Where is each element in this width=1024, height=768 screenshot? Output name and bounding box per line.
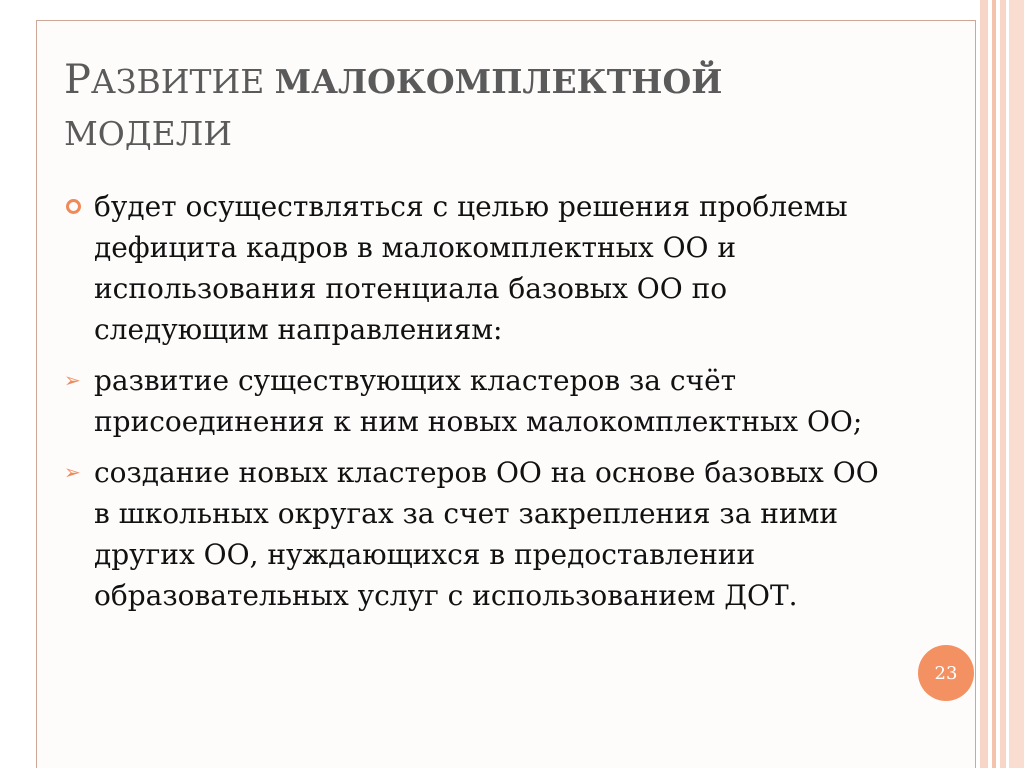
decor-stripe <box>980 0 988 768</box>
bullet-text: развитие существующих кластеров за счёт присоединения к ним новых малокомплектных ОО; <box>94 364 863 438</box>
arrow-bullet-icon: ➢ <box>64 460 81 484</box>
decor-stripe <box>1000 0 1006 768</box>
page-number-badge <box>918 645 974 701</box>
page-number: 23 <box>934 662 958 684</box>
arrow-bullet-icon: ➢ <box>64 368 81 392</box>
slide-title <box>64 54 884 160</box>
bullet-text: будет осуществляться с целью решения проблемы дефицита кадров в малокомплектных ОО и использования потенциала базовых ОО по следующим направлениям: <box>94 190 848 346</box>
circle-bullet-icon <box>66 199 81 214</box>
decor-stripe <box>992 0 996 768</box>
list-item <box>64 452 894 616</box>
bullet-text: создание новых кластеров ОО на основе базовых ОО в школьных округах за счет закрепления за ними других ОО, нуждающихся в предоставлении образовательных услуг с использованием ДОТ. <box>94 456 879 612</box>
title-cap-letter: Р <box>64 57 91 103</box>
title-word-3: МОДЕЛИ <box>64 114 233 153</box>
list-item <box>64 186 894 350</box>
decor-stripe <box>1009 0 1024 768</box>
title-word-1: АЗВИТИЕ <box>90 62 265 101</box>
bullet-list <box>64 186 894 626</box>
list-item <box>64 360 894 442</box>
title-word-2: МАЛОКОМПЛЕКТНОЙ <box>274 62 723 101</box>
